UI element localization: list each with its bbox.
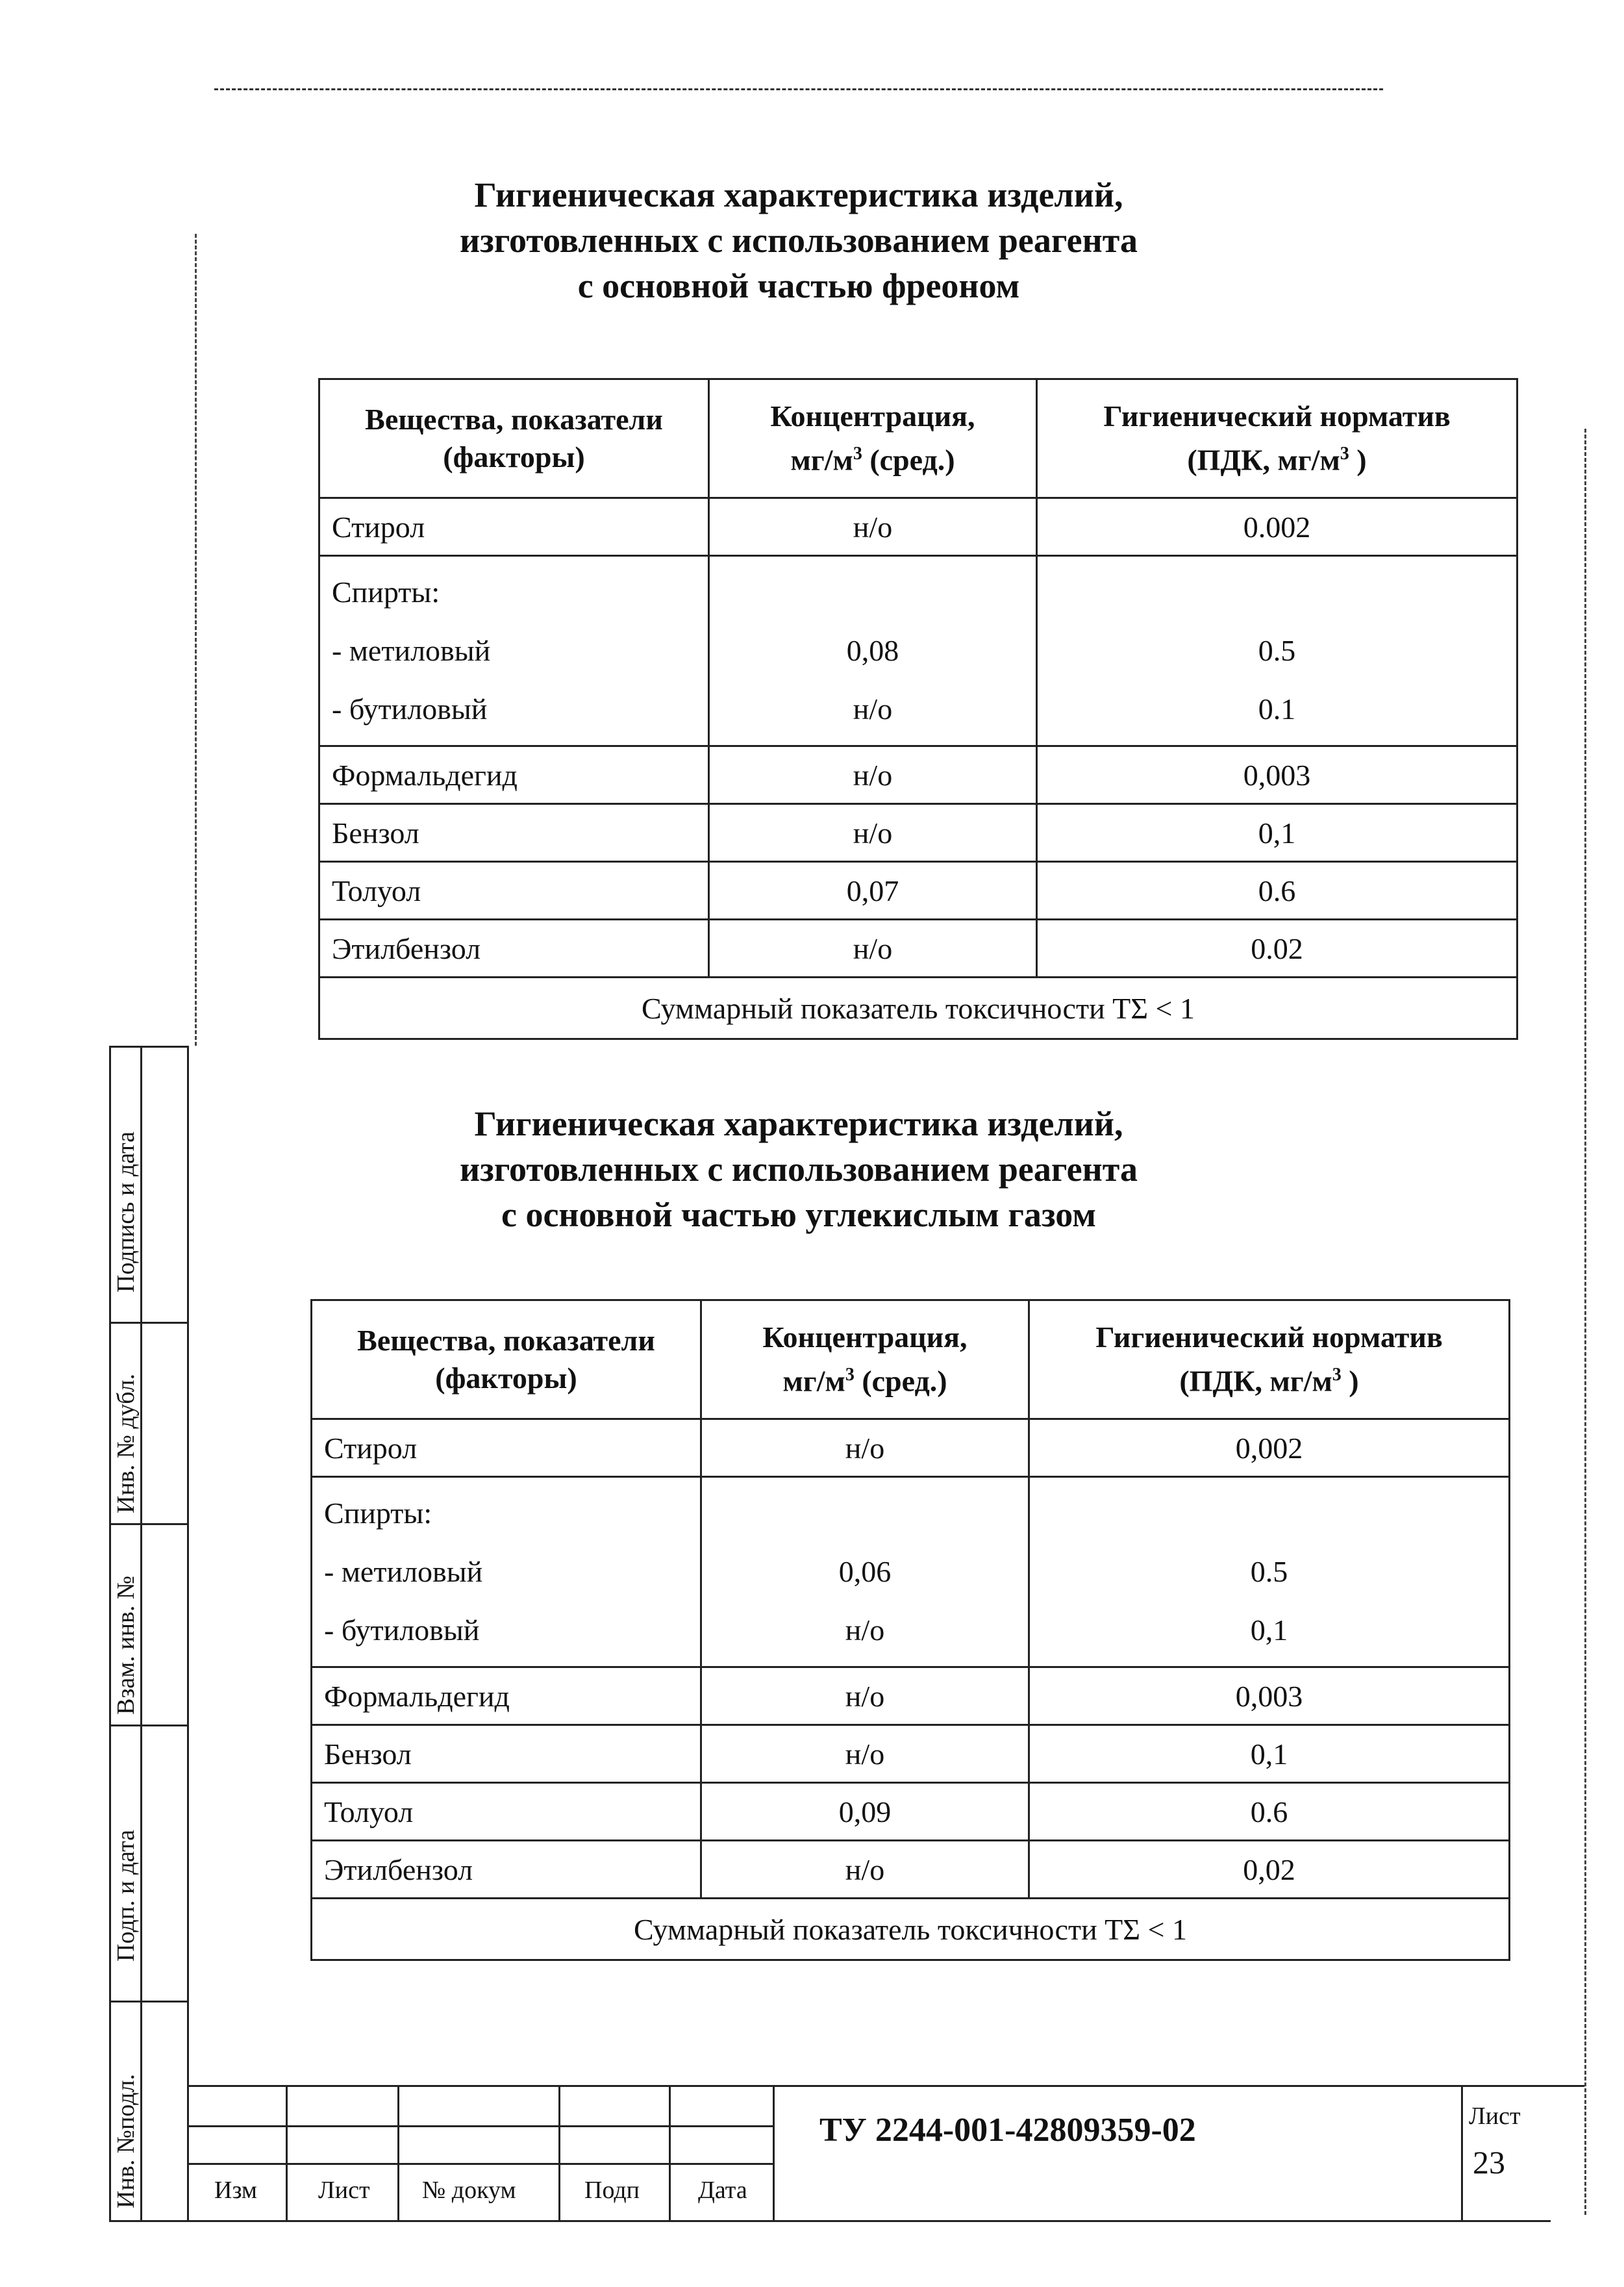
title-block-sheet-label: Лист xyxy=(318,2177,370,2204)
section2-title-line2: изготовленных с использованием реагента xyxy=(460,1150,1138,1189)
row-concentration: н/о xyxy=(701,1419,1029,1477)
toxicity-total: Суммарный показатель токсичности TΣ < 1 xyxy=(312,1899,1510,1960)
row-name: Бензол xyxy=(312,1725,701,1783)
header-concentration: Концентрация, $мг/м^3$ (сред.) xyxy=(701,1300,1029,1419)
stamp-divider xyxy=(109,1322,188,1324)
table-row xyxy=(312,1841,1510,1899)
table-row xyxy=(312,1667,1510,1725)
row-norm: 0.02 xyxy=(1037,920,1518,978)
table-row xyxy=(319,556,1518,746)
table-header-row xyxy=(312,1300,1510,1419)
section1-table xyxy=(318,378,1518,1040)
toxicity-total: Суммарный показатель токсичности TΣ < 1 xyxy=(319,978,1518,1039)
row-concentration-alcohols: 0,08 н/о xyxy=(709,556,1037,746)
section1-title-line2: изготовленных с использованием реагента xyxy=(460,221,1138,260)
row-norm: 0,1 xyxy=(1037,804,1518,862)
title-block-divider xyxy=(669,2085,671,2220)
table-row xyxy=(319,498,1518,556)
header-hygienic-norm: Гигиенический норматив (ПДК, $мг/м^3$ ) xyxy=(1037,379,1518,498)
title-block-divider xyxy=(773,2085,775,2220)
title-block-divider xyxy=(397,2085,399,2220)
row-norm: 0.6 xyxy=(1029,1783,1510,1841)
row-norm: 0.6 xyxy=(1037,862,1518,920)
title-block-document-label: № докум xyxy=(422,2177,516,2204)
section2-table xyxy=(310,1299,1510,1961)
header-hygienic-norm: Гигиенический норматив (ПДК, $мг/м^3$ ) xyxy=(1029,1300,1510,1419)
stamp-inner-line xyxy=(140,1046,142,2221)
row-concentration: н/о xyxy=(701,1841,1029,1899)
table-total-row xyxy=(319,978,1518,1039)
table-row xyxy=(312,1725,1510,1783)
row-name: Этилбензол xyxy=(312,1841,701,1899)
header-substances: Вещества, показатели (факторы) xyxy=(319,379,709,498)
section1-title-line3: с основной частью фреоном xyxy=(577,266,1020,305)
row-name-alcohols: Спирты: - метиловый - бутиловый xyxy=(319,556,709,746)
row-norm: 0,003 xyxy=(1037,746,1518,804)
row-norm-alcohols: 0.5 0.1 xyxy=(1037,556,1518,746)
stamp-divider xyxy=(109,2001,188,2003)
row-concentration: н/о xyxy=(709,804,1037,862)
sheet-label: Лист xyxy=(1469,2103,1521,2130)
stamp-divider xyxy=(109,1725,188,1726)
header-substances: Вещества, показатели (факторы) xyxy=(312,1300,701,1419)
row-concentration: н/о xyxy=(709,498,1037,556)
title-block-divider xyxy=(558,2085,560,2220)
title-block-change-label: Изм xyxy=(214,2177,257,2204)
row-concentration: н/о xyxy=(709,920,1037,978)
stamp-divider xyxy=(109,1523,188,1525)
table-row xyxy=(312,1419,1510,1477)
top-frame-line xyxy=(214,88,1383,90)
section2-title-line3: с основной частью углекислым газом xyxy=(501,1195,1096,1234)
row-concentration: н/о xyxy=(709,746,1037,804)
title-block-date-label: Дата xyxy=(698,2177,747,2204)
title-block-line xyxy=(188,2125,773,2127)
row-norm: 0,1 xyxy=(1029,1725,1510,1783)
table-total-row xyxy=(312,1899,1510,1960)
document-code: ТУ 2244-001-42809359-02 xyxy=(819,2112,1196,2149)
row-name-alcohols: Спирты: - метиловый - бутиловый xyxy=(312,1477,701,1667)
table-row xyxy=(312,1783,1510,1841)
title-block-line xyxy=(188,2163,773,2165)
title-block-divider xyxy=(286,2085,288,2220)
row-norm: 0.002 xyxy=(1037,498,1518,556)
row-name: Стирол xyxy=(319,498,709,556)
row-norm: 0,02 xyxy=(1029,1841,1510,1899)
left-frame-line xyxy=(195,234,197,1046)
stamp-duplicate-inventory: Инв. № дубл. xyxy=(112,1373,140,1513)
row-concentration: 0,07 xyxy=(709,862,1037,920)
table-row xyxy=(312,1477,1510,1667)
table-row xyxy=(319,862,1518,920)
section2-title-line1: Гигиеническая характеристика изделий, xyxy=(474,1104,1123,1143)
stamp-top-line xyxy=(109,1046,188,1048)
stamp-signature-date-2: Подп. и дата xyxy=(112,1829,140,1962)
title-block-divider xyxy=(1461,2085,1463,2220)
stamp-replaced-inventory: Взам. инв. № xyxy=(112,1575,140,1715)
stamp-original-inventory: Инв. №подл. xyxy=(112,2073,140,2208)
row-norm: 0,002 xyxy=(1029,1419,1510,1477)
row-concentration: н/о xyxy=(701,1725,1029,1783)
row-name: Толуол xyxy=(319,862,709,920)
row-concentration: н/о xyxy=(701,1667,1029,1725)
table-header-row xyxy=(319,379,1518,498)
row-name: Стирол xyxy=(312,1419,701,1477)
stamp-outer-line xyxy=(109,1046,111,2221)
row-concentration-alcohols: 0,06 н/о xyxy=(701,1477,1029,1667)
row-norm-alcohols: 0.5 0,1 xyxy=(1029,1477,1510,1667)
title-block-signature-label: Подп xyxy=(584,2177,640,2204)
table-row xyxy=(319,746,1518,804)
row-name: Этилбензол xyxy=(319,920,709,978)
row-concentration: 0,09 xyxy=(701,1783,1029,1841)
section1-title-line1: Гигиеническая характеристика изделий, xyxy=(474,175,1123,214)
table-row xyxy=(319,920,1518,978)
row-name: Бензол xyxy=(319,804,709,862)
row-norm: 0,003 xyxy=(1029,1667,1510,1725)
left-frame-solid-line xyxy=(187,1046,189,2221)
right-frame-line xyxy=(1584,429,1586,2215)
header-concentration: Концентрация, $мг/м^3$ (сред.) xyxy=(709,379,1037,498)
stamp-signature-date: Подпись и дата xyxy=(112,1131,140,1293)
section2-title xyxy=(279,1101,1318,1237)
section1-title xyxy=(279,172,1318,309)
sheet-number: 23 xyxy=(1473,2144,1505,2180)
table-row xyxy=(319,804,1518,862)
title-block-bottom-line xyxy=(109,2220,1551,2222)
row-name: Толуол xyxy=(312,1783,701,1841)
row-name: Формальдегид xyxy=(319,746,709,804)
row-name: Формальдегид xyxy=(312,1667,701,1725)
